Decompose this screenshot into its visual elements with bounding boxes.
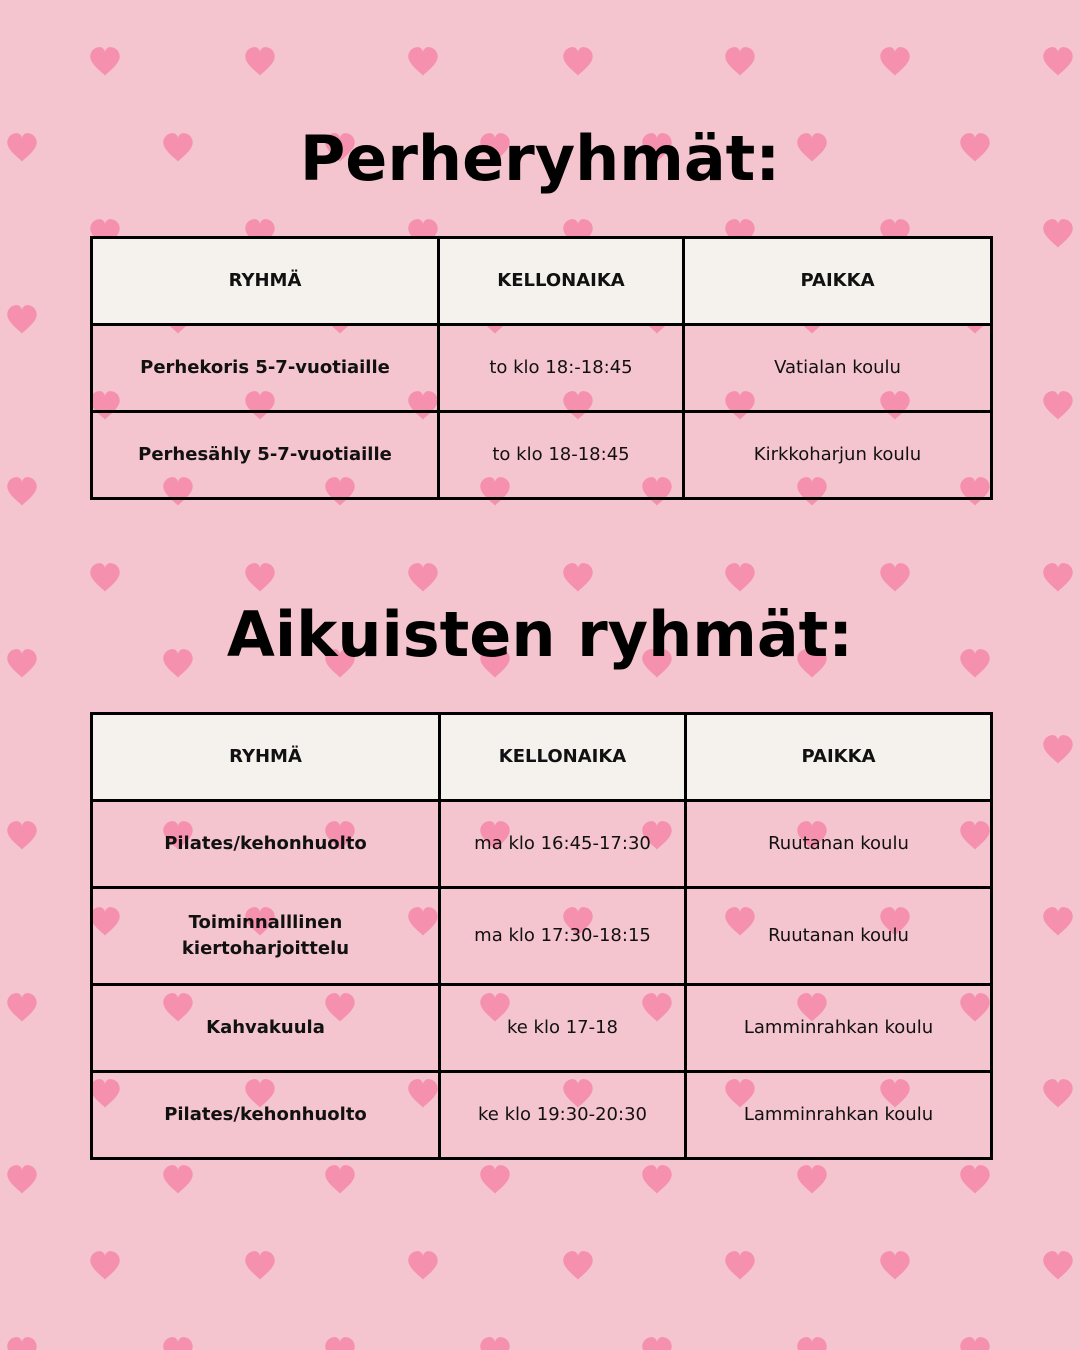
time-cell: to klo 18:-18:45 [439,325,684,412]
heart-icon [7,305,36,333]
place-cell: Vatialan koulu [684,325,992,412]
heart-icon [642,1337,671,1350]
group-cell: Perhesähly 5-7-vuotiaille [92,412,439,499]
heart-icon [880,47,909,75]
heart-icon [960,1337,989,1350]
heart-icon [563,1251,592,1279]
column-header-place: PAIKKA [684,238,992,325]
place-cell: Ruutanan koulu [686,888,992,985]
heart-icon [563,563,592,591]
heart-icon [90,1251,119,1279]
heart-icon [245,47,274,75]
heart-icon [797,1337,826,1350]
table-row [92,1072,992,1159]
column-header-group: RYHMÄ [92,238,439,325]
heart-icon [1043,735,1072,763]
heart-icon [325,1165,354,1193]
heart-icon [1043,907,1072,935]
heart-icon [1043,219,1072,247]
heart-icon [880,1251,909,1279]
table-row [92,888,992,985]
table-row [92,801,992,888]
heart-icon [725,1251,754,1279]
heart-icon [163,1337,192,1350]
time-cell: ke klo 19:30-20:30 [440,1072,686,1159]
heart-icon [7,477,36,505]
table-row [92,985,992,1072]
group-cell: Pilates/kehonhuolto [92,801,440,888]
place-cell: Kirkkoharjun koulu [684,412,992,499]
time-cell: ma klo 17:30-18:15 [440,888,686,985]
table-row [92,412,992,499]
column-header-group: RYHMÄ [92,714,440,801]
place-cell: Ruutanan koulu [686,801,992,888]
heart-icon [725,47,754,75]
place-cell: Lamminrahkan koulu [686,1072,992,1159]
heart-icon [7,821,36,849]
heart-icon [408,1251,437,1279]
heart-icon [408,563,437,591]
group-cell: Toiminnalllinen kiertoharjoittelu [92,888,440,985]
table-row [92,325,992,412]
heart-icon [90,47,119,75]
group-cell: Pilates/kehonhuolto [92,1072,440,1159]
time-cell: ma klo 16:45-17:30 [440,801,686,888]
heart-icon [163,1165,192,1193]
table-header-row [92,714,992,801]
group-cell: Kahvakuula [92,985,440,1072]
heart-icon [7,1337,36,1350]
heart-icon [960,1165,989,1193]
column-header-time: KELLONAIKA [440,714,686,801]
heart-icon [245,563,274,591]
adult-groups-table [90,712,993,1160]
heart-icon [880,563,909,591]
place-cell: Lamminrahkan koulu [686,985,992,1072]
heart-icon [90,563,119,591]
heart-icon [725,563,754,591]
heart-icon [7,993,36,1021]
heart-icon [408,47,437,75]
column-header-place: PAIKKA [686,714,992,801]
heart-icon [563,47,592,75]
heart-icon [1043,1251,1072,1279]
family-groups-title: Perheryhmät: [299,122,781,195]
heart-icon [1043,563,1072,591]
heart-icon [245,1251,274,1279]
column-header-time: KELLONAIKA [439,238,684,325]
heart-icon [480,1337,509,1350]
heart-icon [642,1165,671,1193]
heart-icon [325,1337,354,1350]
heart-icon [1043,47,1072,75]
group-cell: Perhekoris 5-7-vuotiaille [92,325,439,412]
heart-icon [797,1165,826,1193]
heart-icon [1043,391,1072,419]
adult-groups-title: Aikuisten ryhmät: [226,598,854,671]
table-header-row [92,238,992,325]
time-cell: ke klo 17-18 [440,985,686,1072]
heart-icon [7,1165,36,1193]
family-groups-table [90,236,993,500]
time-cell: to klo 18-18:45 [439,412,684,499]
heart-icon [1043,1079,1072,1107]
heart-icon [480,1165,509,1193]
